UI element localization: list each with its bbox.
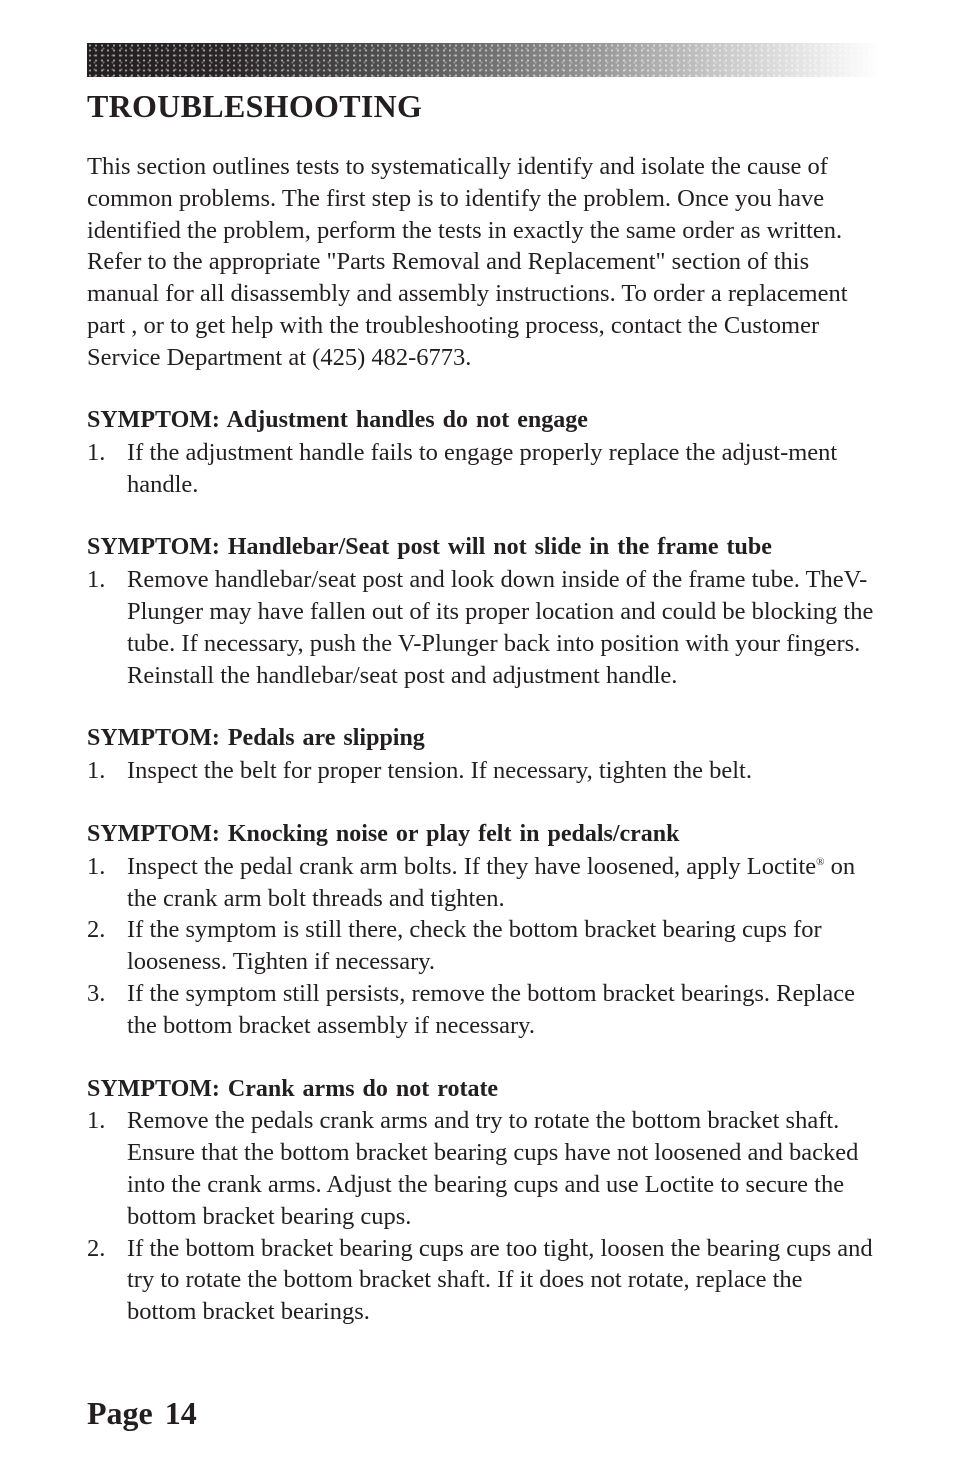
registered-mark: ®	[816, 855, 825, 868]
symptom-list	[87, 405, 877, 1360]
step-item	[87, 978, 877, 1042]
step-text-part: on the crank arm bolt threads and tighten.	[127, 852, 856, 912]
symptom-section-frame-tube	[87, 532, 877, 691]
step-number: 1.	[87, 566, 106, 594]
step-text: Remove the pedals crank arms and try to rotate the bottom bracket shaft. Ensure that the bottom bracket bearing cups have not loosened and backed into the crank arms. Adjust the bearing cups and use Loctite to secure the bottom bracket bearing cups.	[127, 1107, 859, 1230]
symptom-section-crank-arms	[87, 1074, 877, 1328]
step-list	[87, 564, 877, 691]
header-bar-texture	[87, 43, 880, 77]
step-number: 3.	[87, 979, 106, 1007]
symptom-heading: SYMPTOM: Adjustment handles do not engage	[87, 407, 588, 433]
step-text-part: Inspect the pedal crank arm bolts. If they have loosened, apply Loctite	[127, 852, 817, 880]
page-number: Page 14	[87, 1395, 197, 1431]
step-list	[87, 437, 877, 501]
step-item	[87, 437, 877, 501]
step-number: 1.	[87, 438, 106, 466]
symptom-heading: SYMPTOM: Handlebar/Seat post will not slide in the frame tube	[87, 534, 772, 561]
step-number: 2.	[87, 1234, 106, 1262]
step-item	[87, 851, 877, 915]
step-text: If the symptom still persists, remove the bottom bracket bearings. Replace the bottom bracket assembly if necessary.	[127, 979, 856, 1039]
step-text: Remove handlebar/seat post and look down inside of the frame tube. TheV-Plunger may have fallen out of its proper location and could be blocking the tube. If necessary, push the V-Plunger back into position with your fingers. Reinstall the handlebar/seat post and adjustment handle.	[127, 566, 874, 689]
step-text	[127, 853, 855, 912]
symptom-heading: SYMPTOM: Pedals are slipping	[87, 725, 425, 752]
step-text: Inspect the belt for proper tension. If necessary, tighten the belt.	[127, 757, 752, 785]
intro-paragraph: This section outlines tests to systematically identify and isolate the cause of common problems. The first step is to identify the problem. Once you have identified the problem, perform the tests in exactly the same order as written. Refer to the appropriate "Parts Removal and Replacement" section of this manual for all disassembly and assembly instructions. To order a replacement part , or to get help with the troubleshooting process, contact the Customer Service Department at (425) 482-6773.	[87, 153, 848, 371]
symptom-section-pedals-slipping	[87, 723, 877, 787]
step-text: If the adjustment handle fails to engage properly replace the adjust-ment handle.	[127, 438, 838, 498]
step-item	[87, 564, 877, 691]
page-title: TROUBLESHOOTING	[87, 88, 423, 124]
step-text: If the bottom bracket bearing cups are too tight, loosen the bearing cups and try to rotate the bottom bracket shaft. If it does not rotate, replace the bottom bracket bearings.	[127, 1234, 873, 1326]
step-item	[87, 755, 877, 787]
step-number: 1.	[87, 757, 106, 785]
symptom-heading: SYMPTOM: Knocking noise or play felt in pedals/crank	[87, 820, 680, 847]
step-item	[87, 914, 877, 978]
step-list	[87, 1105, 877, 1328]
step-text: If the symptom is still there, check the bottom bracket bearing cups for looseness. Tighten if necessary.	[127, 916, 822, 976]
step-number: 1.	[87, 1107, 106, 1135]
step-item	[87, 1105, 877, 1232]
symptom-section-adjustment-handles	[87, 405, 877, 500]
symptom-heading: SYMPTOM: Crank arms do not rotate	[87, 1075, 499, 1102]
step-list	[87, 851, 877, 1042]
symptom-section-knocking-noise	[87, 819, 877, 1042]
step-list	[87, 755, 877, 787]
header-decorative-bar	[87, 43, 880, 77]
step-item	[87, 1233, 877, 1328]
step-number: 1.	[87, 852, 106, 880]
step-number: 2.	[87, 916, 106, 944]
